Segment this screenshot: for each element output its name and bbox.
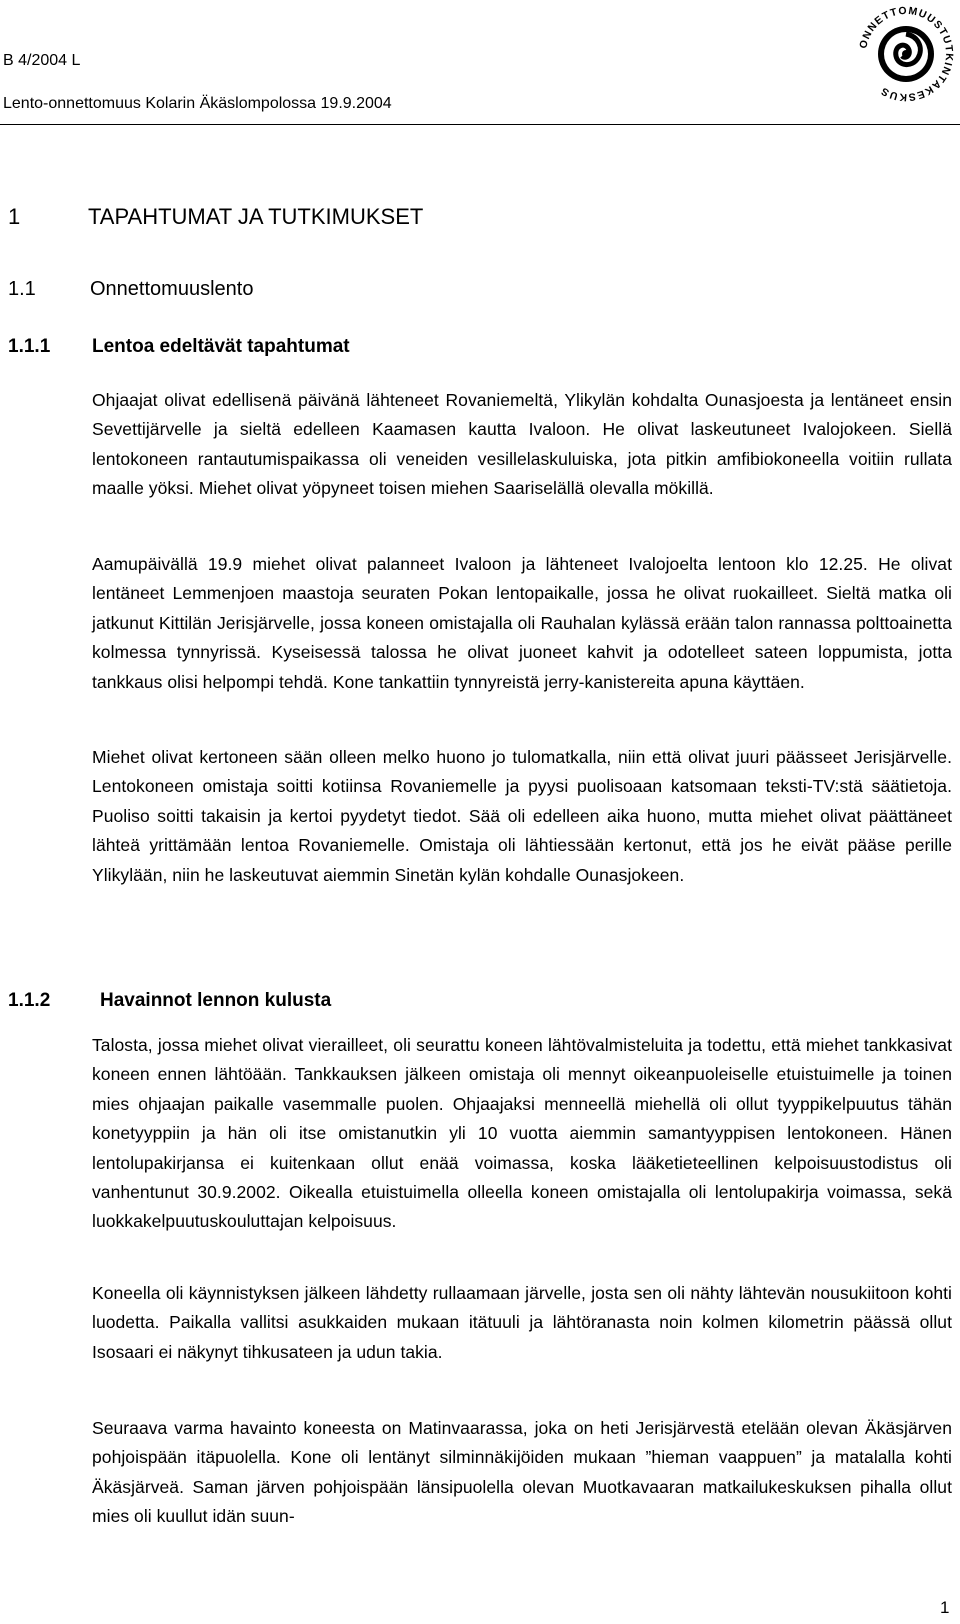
page-number: 1 [940,1598,950,1617]
paragraph-5: Koneella oli käynnistyksen jälkeen lähdetty rullaamaan järvelle, josta sen oli nähty lähtevän nousukiitoon kohti luodetta. Paikalla vallitsi asukkaiden mukaan itätuuli ja lähtöranasta noin kolmen kilometrin päässä ollut Isosaari ei näkynyt tihkusateen ja udun takia. [92,1283,952,1362]
section-title: Onnettomuuslento [90,278,254,300]
section-heading-1-1-2 [8,990,331,1012]
section-heading-1 [8,204,423,230]
section-number: 1.1 [8,278,36,300]
section-number: 1.1.1 [8,336,51,357]
paragraph-6: Seuraava varma havainto koneesta on Matinvaarassa, joka on heti Jerisjärvestä etelään olevan Äkäsjärven pohjoispään itäpuolella. Kone oli lentänyt silminnäkijöiden mukaan ”hieman vaappuen” ja matalalla kohti Äkäsjärveä. Saman järven pohjoispään länsipuolella olevan Muotkavaaran matkailukeskuksen pihalla ollut mies oli kuullut idän suun- [92,1418,952,1527]
section-heading-1-1-1 [8,336,350,358]
paragraph-1: Ohjaajat olivat edellisenä päivänä lähteneet Rovaniemeltä, Ylikylän kohdalta Ounasjoesta ja lentäneet ensin Sevettijärvelle ja sieltä edelleen Kaamasen kautta Ivaloon. He olivat laskeutuneet Ivalojokeen. Siellä lentokoneen rantautumispaikassa oli veneiden vesillelaskuluiska, jota pitkin amfibiokoneella voitiin rullata maalle yöksi. Miehet olivat yöpyneet toisen miehen Saariselällä olevalla mökillä. [92,390,952,499]
header-divider [0,124,960,125]
document-code: B 4/2004 L [3,52,81,69]
section-title: Lentoa edeltävät tapahtumat [92,336,350,357]
section-number: 1 [8,204,21,229]
logo-ring-text: ONNETTOMUUSTUTKINTAKESKUS [857,4,956,104]
paragraph-4: Talosta, jossa miehet olivat vierailleet, oli seurattu koneen lähtövalmisteluita ja todettu, että miehet tankkasivat koneen ennen lähtöään. Tankkauksen jälkeen omistaja oli mennyt oikeanpuoleiselle etuistuimelle ja toinen mies ohjaajan paikalle vasemmalle puolen. Ohjaajaksi menneellä miehellä oli ollut tyyppikelpuutus tähän konetyyppiin ja hän oli itse omistanutkin yli 10 vuotta aiemmin samantyyppisen lentokoneen. Hänen lentolupakirjansa ei kuitenkaan ollut enää voimassa, koska lääketieteellinen kelpoisuustodistus oli vanhentunut 30.9.2002. Oikealla etuistuimella olleella koneen omistajalla oli lentolupakirja voimassa, sekä luokkakelpuutuskouluttajan kelpoisuus. [92,1035,952,1232]
paragraph-2: Aamupäivällä 19.9 miehet olivat palanneet Ivaloon ja lähteneet Ivalojoelta lentoon klo 12.25. He olivat lentäneet Lemmenjoen maastoja seuraten Pokan lentopaikalle, jossa he olivat ruokailleet. Sieltä matka oli jatkunut Kittilän Jerisjärvelle, jossa koneen omistajalla oli Rauhalan kylässä erään talon rannassa polttoainetta kolmessa tynnyrissä. Kyseisessä talossa he olivat juoneet kahvit ja odotelleet sateen loppumista, jotta tankkaus olisi helpompi tehdä. Kone tankattiin tynnyreistä jerry-kanistereita apuna käyttäen. [92,554,952,692]
document-title: Lento-onnettomuus Kolarin Äkäslompolossa 19.9.2004 [3,95,392,112]
section-heading-1-1 [8,278,253,301]
page-header [0,0,960,128]
section-number: 1.1.2 [8,990,51,1011]
section-title: Havainnot lennon kulusta [100,990,332,1011]
paragraph-3: Miehet olivat kertoneen sään olleen melko huono jo tulomatkalla, niin että olivat juuri päässeet Jerisjärvelle. Lentokoneen omistaja soitti kotiinsa Rovaniemelle ja pyysi puolisoaan katsomaan teksti-TV:stä säätietoja. Puoliso soitti takaisin ja kertoi pyydetyt tiedot. Sää oli edelleen aika huono, mutta miehet olivat päättäneet lähteä yrittämään lentoa Rovaniemelle. Omistaja oli lähtiessään kertonut, että jos he eivät pääse perille Ylikylään, niin he laskeutuvat aiemmin Sinetän kylän kohdalle Ounasjokeen. [92,747,952,885]
section-title: TAPAHTUMAT JA TUTKIMUKSET [88,204,424,229]
onnettomuustutkintakeskus-logo-icon [852,0,960,108]
